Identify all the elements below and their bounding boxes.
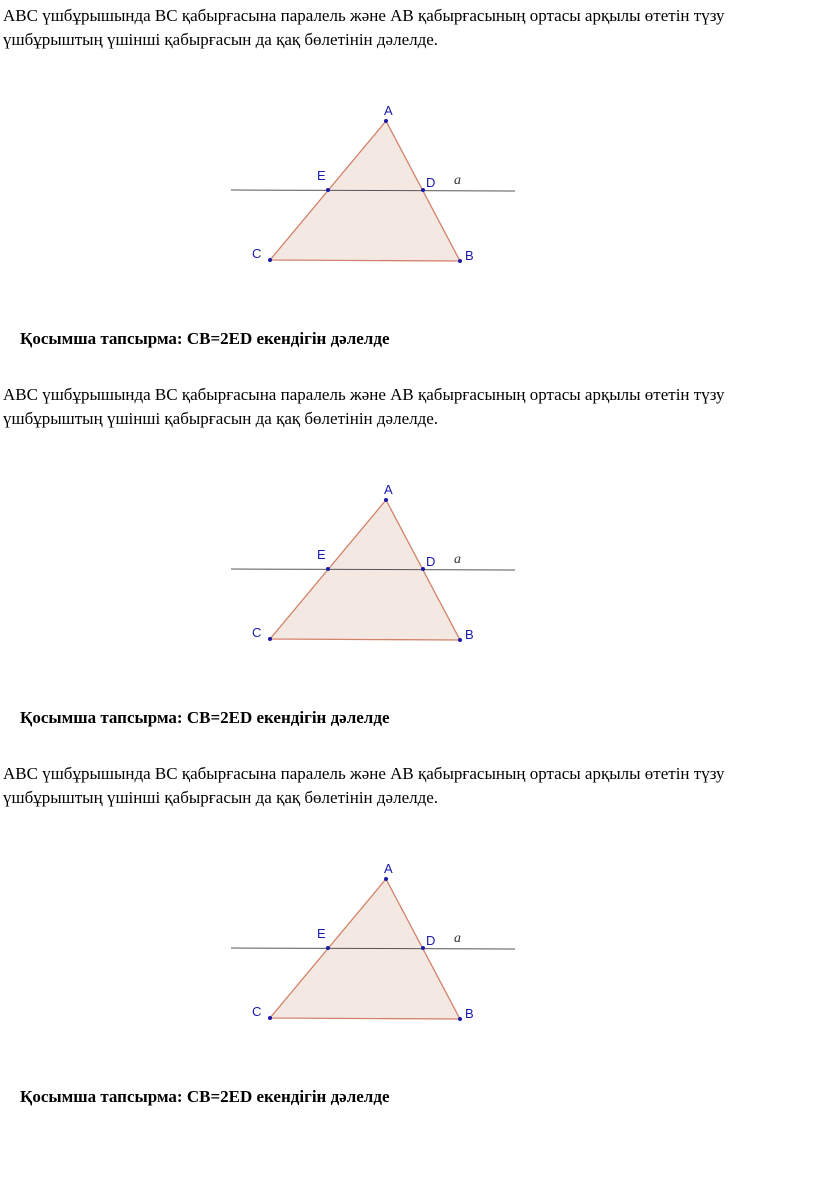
label-a: A: [384, 103, 393, 118]
triangle-figure: [225, 474, 525, 654]
point-d: [421, 567, 425, 571]
label-b: B: [465, 1006, 474, 1021]
additional-task: Қосымша тапсырма: CB=2ED екендігін дәлелде: [20, 1087, 390, 1106]
line-a: [231, 948, 515, 949]
problem-text: ABC үшбұрышында BC қабырғасына паралель және AB қабырғасының ортасы арқылы өтетін түзу үшбұрыштың үшінші қабырғасын да қақ бөлетінін дәлелде.: [3, 385, 725, 428]
label-c: C: [252, 625, 262, 640]
triangle-diagram: [225, 95, 525, 275]
problem-block-3: [0, 758, 816, 1136]
label-line-a: a: [454, 173, 461, 188]
point-c: [268, 637, 272, 641]
label-e: E: [317, 547, 326, 562]
additional-task: Қосымша тапсырма: CB=2ED екендігін дәлелде: [20, 329, 390, 348]
label-a: A: [384, 482, 393, 497]
point-e: [326, 188, 330, 192]
label-c: C: [252, 1004, 262, 1019]
label-b: B: [465, 627, 474, 642]
line-a: [231, 569, 515, 570]
label-d: D: [426, 933, 436, 948]
problem-block-1: [0, 0, 816, 378]
label-d: D: [426, 554, 436, 569]
triangle-diagram: [225, 474, 525, 654]
label-a: A: [384, 861, 393, 876]
label-line-a: a: [454, 931, 461, 946]
label-b: B: [465, 248, 474, 263]
triangle-figure: [225, 853, 525, 1033]
point-a: [384, 877, 388, 881]
point-d: [421, 946, 425, 950]
label-e: E: [317, 168, 326, 183]
point-b: [458, 1017, 462, 1021]
label-line-a: a: [454, 552, 461, 567]
label-e: E: [317, 926, 326, 941]
point-b: [458, 638, 462, 642]
point-d: [421, 188, 425, 192]
point-c: [268, 1016, 272, 1020]
point-b: [458, 259, 462, 263]
point-c: [268, 258, 272, 262]
line-a: [231, 190, 515, 191]
point-e: [326, 567, 330, 571]
label-d: D: [426, 175, 436, 190]
additional-task: Қосымша тапсырма: CB=2ED екендігін дәлелде: [20, 708, 390, 727]
label-c: C: [252, 246, 262, 261]
problem-text: ABC үшбұрышында BC қабырғасына паралель және AB қабырғасының ортасы арқылы өтетін түзу үшбұрыштың үшінші қабырғасын да қақ бөлетінін дәлелде.: [3, 6, 725, 49]
problem-block-2: [0, 379, 816, 757]
problem-text: ABC үшбұрышында BC қабырғасына паралель және AB қабырғасының ортасы арқылы өтетін түзу үшбұрыштың үшінші қабырғасын да қақ бөлетінін дәлелде.: [3, 764, 725, 807]
point-e: [326, 946, 330, 950]
triangle-diagram: [225, 853, 525, 1033]
triangle-figure: [225, 95, 525, 275]
point-a: [384, 119, 388, 123]
point-a: [384, 498, 388, 502]
